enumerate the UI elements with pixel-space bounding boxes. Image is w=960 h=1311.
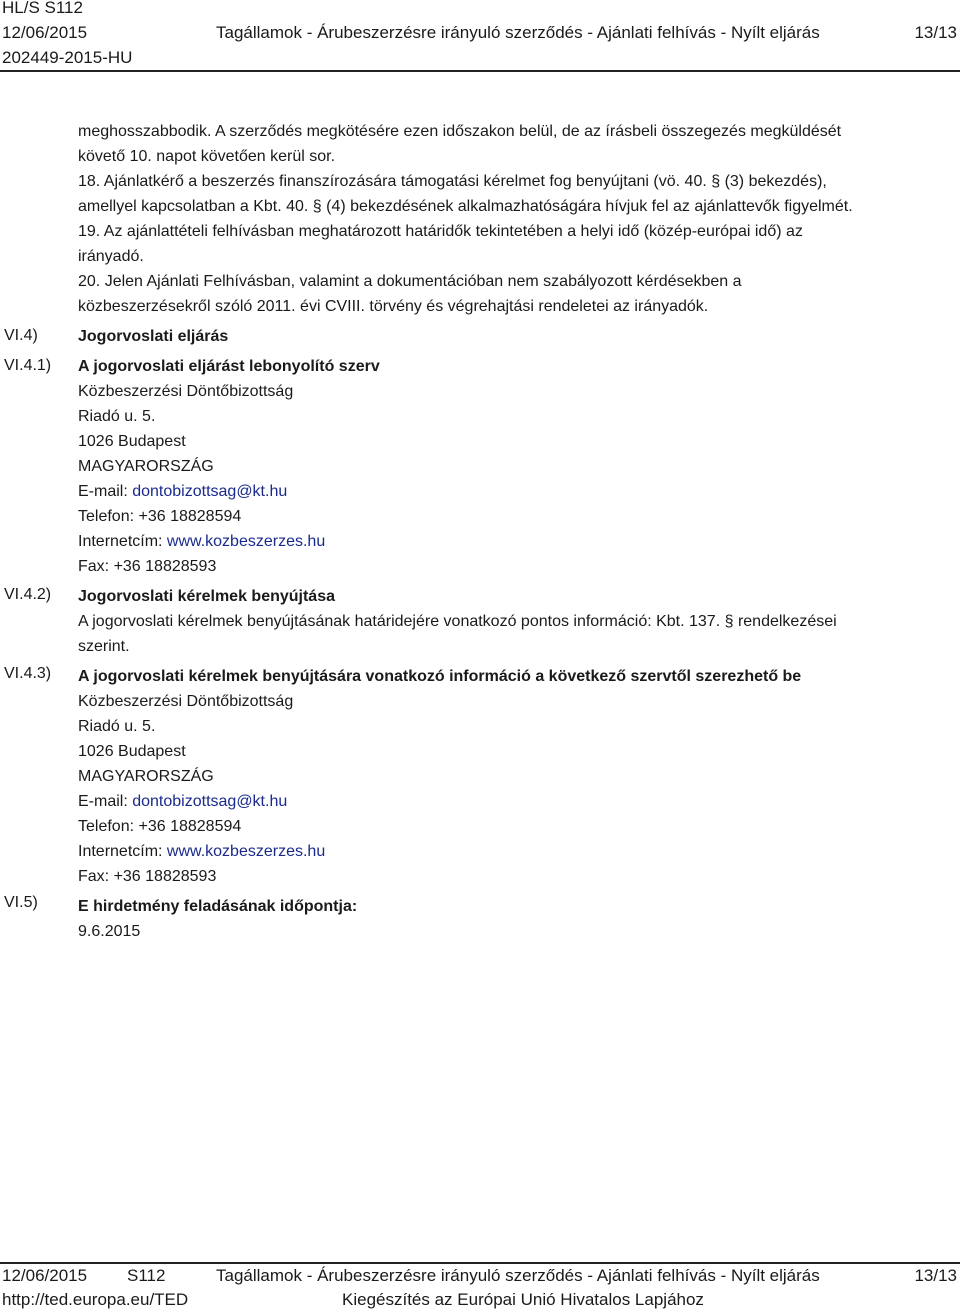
header-date: 12/06/2015: [2, 23, 88, 42]
section-title-vi42: Jogorvoslati kérelmek benyújtása: [78, 588, 335, 605]
section-title-vi41: A jogorvoslati eljárást lebonyolító szerv: [78, 358, 380, 375]
body-line: irányadó.: [78, 248, 144, 265]
org2-email-link[interactable]: dontobizottsag@kt.hu: [132, 793, 288, 810]
org2-city: 1026 Budapest: [78, 743, 186, 760]
footer-supplement: Kiegészítés az Európai Unió Hivatalos Lapjához: [342, 1290, 704, 1309]
vi42-text: szerint.: [78, 638, 130, 655]
org2-street: Riadó u. 5.: [78, 718, 156, 735]
org1-web-link[interactable]: www.kozbeszerzes.hu: [166, 533, 326, 550]
header-page: 13/13: [914, 23, 957, 42]
org1-city: 1026 Budapest: [78, 433, 186, 450]
header-title: Tagállamok - Árubeszerzésre irányuló szerződés - Ajánlati felhívás - Nyílt eljárás: [216, 23, 820, 42]
body-line: közbeszerzésekről szóló 2011. évi CVIII. törvény és végrehajtási rendeletei az irányadók.: [78, 298, 709, 315]
org1-fax-label: Fax:: [78, 558, 114, 575]
footer-title: Tagállamok - Árubeszerzésre irányuló szerződés - Ajánlati felhívás - Nyílt eljárás: [216, 1266, 820, 1285]
section-title-vi5: E hirdetmény feladásának időpontja:: [78, 898, 358, 915]
org2-name: Közbeszerzési Döntőbizottság: [78, 693, 294, 710]
footer-date: 12/06/2015: [2, 1266, 88, 1285]
org1-fax: +36 18828593: [113, 558, 217, 575]
body-line: amellyel kapcsolatban a Kbt. 40. § (4) bekezdésének alkalmazhatóságára hívjuk fel az ajánlattevők figyelmét.: [78, 198, 853, 215]
header-ref: 202449-2015-HU: [2, 48, 133, 67]
org1-street: Riadó u. 5.: [78, 408, 156, 425]
org2-phone-label: Telefon:: [78, 818, 139, 835]
org1-phone: +36 18828594: [138, 508, 242, 525]
section-label-vi41: VI.4.1): [4, 357, 52, 374]
org2-web-row: [78, 839, 948, 864]
section-label-vi43: VI.4.3): [4, 665, 52, 682]
dispatch-date: 9.6.2015: [78, 923, 141, 940]
org1-email-label: E-mail:: [78, 483, 133, 500]
org1-web-label: Internetcím:: [78, 533, 167, 550]
org2-country: MAGYARORSZÁG: [78, 768, 214, 785]
org2-fax: +36 18828593: [113, 868, 217, 885]
section-label-vi5: VI.5): [4, 894, 38, 911]
org2-phone: +36 18828594: [138, 818, 242, 835]
footer-series: S112: [127, 1266, 166, 1285]
org1-fax-row: [78, 554, 948, 579]
header-rule: [0, 70, 960, 72]
org2-email-row: [78, 789, 948, 814]
header-series: HL/S S112: [2, 0, 83, 17]
org1-phone-label: Telefon:: [78, 508, 139, 525]
main-content: [78, 119, 948, 944]
org1-email-row: [78, 479, 948, 504]
org1-country: MAGYARORSZÁG: [78, 458, 214, 475]
org2-email-label: E-mail:: [78, 793, 133, 810]
org2-web-label: Internetcím:: [78, 843, 167, 860]
org1-email-link[interactable]: dontobizottsag@kt.hu: [132, 483, 288, 500]
body-line: 19. Az ajánlattételi felhívásban meghatározott határidők tekintetében a helyi idő (közép-európai idő) az: [78, 223, 803, 240]
body-line: meghosszabbodik. A szerződés megkötésére ezen időszakon belül, de az írásbeli összegezés megküldését: [78, 123, 842, 140]
body-line: követő 10. napot követően kerül sor.: [78, 148, 336, 165]
org1-web-row: [78, 529, 948, 554]
org1-name: Közbeszerzési Döntőbizottság: [78, 383, 294, 400]
vi42-text: A jogorvoslati kérelmek benyújtásának határidejére vonatkozó pontos információ: Kbt. 137. § rendelkezései: [78, 613, 837, 630]
section-label-vi42: VI.4.2): [4, 586, 52, 603]
org2-phone-row: [78, 814, 948, 839]
org2-fax-label: Fax:: [78, 868, 114, 885]
org2-web-link[interactable]: www.kozbeszerzes.hu: [166, 843, 326, 860]
org1-phone-row: [78, 504, 948, 529]
body-line: 18. Ajánlatkérő a beszerzés finanszírozására támogatási kérelmet fog benyújtani (vö. 40. § (3) bekezdés),: [78, 173, 827, 190]
footer-url[interactable]: http://ted.europa.eu/TED: [2, 1290, 189, 1309]
body-line: 20. Jelen Ajánlati Felhívásban, valamint a dokumentációban nem szabályozott kérdésekben a: [78, 273, 742, 290]
section-title-vi4: Jogorvoslati eljárás: [78, 328, 229, 345]
footer-page: 13/13: [914, 1266, 957, 1285]
section-label-vi4: VI.4): [4, 327, 38, 344]
section-title-vi43: A jogorvoslati kérelmek benyújtására vonatkozó információ a következő szervtől szerezhető be: [78, 668, 802, 685]
org2-fax-row: [78, 864, 948, 889]
